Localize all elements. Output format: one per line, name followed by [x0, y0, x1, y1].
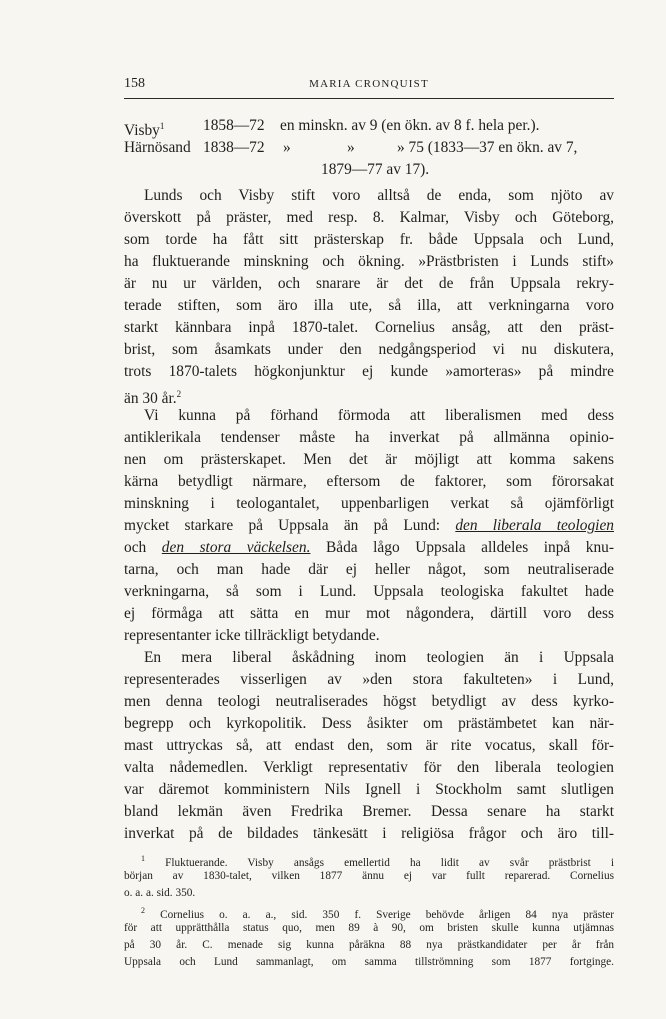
body-line: En mera liberal åskådning inom teologien än i Uppsala [144, 649, 614, 666]
footnote-line: o. a. a. sid. 350. [124, 887, 196, 899]
body-line: Lunds och Visby stift voro alltså de enda, som njöto av [144, 187, 614, 204]
footnote-ref: 2 [176, 389, 182, 399]
body-line: ej förmåga att sätta en mur mot någondera, därtill voro dess [124, 605, 614, 622]
table-text: 1879—77 av 17). [321, 161, 430, 178]
body-line: som torde ha fått sitt prästerskap fr. både Uppsala och Lund, [124, 231, 614, 248]
body-line: Vi kunna på förhand förmoda att liberalismen med dess [144, 407, 614, 424]
body-line: inverkat på de bildades tänkesätt i religiösa frågor och äro till- [124, 825, 614, 842]
footnote-number: 2 [141, 906, 145, 915]
body-text: än 30 år. [124, 390, 177, 408]
body-line: var däremot komministern Nils Ignell i Stockholm samt slutligen [124, 781, 614, 798]
body-text: Båda lågo Uppsala alldeles inpå knu- [325, 539, 614, 556]
table-row-harnosand [124, 137, 614, 159]
ditto-mark: » [283, 139, 291, 156]
body-line: starkt kännbara inpå 1870-talet. Cornelius ansåg, att den präst- [124, 319, 614, 336]
running-title: MARIA CRONQUIST [309, 78, 429, 90]
body-text: mycket starkare på Uppsala än på Lund: [124, 517, 441, 534]
footnote-line: början av 1830-talet, vilken 1877 ännu ej var fullt reparerad. Cornelius [124, 870, 614, 882]
body-line: begrepp och kyrkopolitik. Dess åsikter om prästämbetet kan när- [124, 715, 614, 732]
footnote-line: på 30 år. C. menade sig kunna påräkna 88 nya prästkandidater per år från [124, 939, 614, 951]
body-line: valta nådemedlen. Verkligt representativ för den liberala teologien [124, 759, 614, 776]
body-line: representanter icke tillräckligt betydande. [124, 627, 380, 644]
footnote-text: Fluktuerande. Visby ansågs emellertid ha lidit av svår prästbrist i [165, 856, 614, 869]
body-text: och [124, 539, 147, 556]
body-line: överskott på präster, med resp. 8. Kalmar, Visby och Göteborg, [124, 209, 614, 226]
table-row-continuation [124, 159, 614, 181]
table-place: Härnösand [124, 139, 191, 156]
body-line: är nu ur världen, och snarare är det de från Uppsala rekry- [124, 275, 614, 292]
body-line: antiklerikala tendenser måste ha inverkat på allmänna opinio- [124, 429, 614, 446]
footnote-line: för att upprätthålla status quo, men 89 à 90, om bristen skulle kunna utjämnas [124, 922, 614, 934]
body-line: men denna teologi neutraliserades högst betydligt av dess kyrko- [124, 693, 614, 710]
body-line: tarna, och man hade där ej heller något, som neutraliserade [124, 561, 614, 578]
body-line: nen om prästerskapet. Men det är möjligt att komma sakens [124, 451, 614, 468]
footnote-text: Cornelius o. a. a., sid. 350 f. Sverige behövde årligen 84 nya präster [160, 908, 614, 921]
footnote-line: Uppsala och Lund sammanlagt, om samma tillströmning som 1877 fortginge. [124, 956, 614, 968]
table-row-visby [124, 115, 614, 140]
body-line: minskning i teologantalet, uppenbarligen verkat så ojämförligt [124, 495, 614, 512]
body-line [124, 383, 614, 408]
body-line: brist, som åsamkats under den nedgångsperiod vi nu diskutera, [124, 341, 614, 358]
table-text: » 75 (1833—37 en ökn. av 7, [397, 139, 578, 156]
body-line: trots 1870-talets högkonjunktur ej kunde »amorteras» på mindre [124, 363, 614, 380]
table-years: 1838—72 [203, 139, 265, 156]
page-number: 158 [124, 76, 145, 91]
footnote-line [141, 903, 614, 919]
body-line [124, 515, 614, 537]
table-text: en minskn. av 9 (en ökn. av 8 f. hela per.). [280, 117, 540, 134]
footnote-line [141, 851, 614, 867]
italic-phrase: den liberala teologien [455, 517, 614, 534]
body-line: ha fluktuerande minskning och ökning. »Prästbristen i Lunds stift» [124, 253, 614, 270]
ditto-mark: » [347, 139, 355, 156]
footnote-number: 1 [141, 854, 145, 863]
body-line: representerades visserligen av »den stora fakulteten» i Lund, [124, 671, 614, 688]
body-line: terade stiften, som äro illa ute, så illa, att verkningarna voro [124, 297, 614, 314]
body-line: mast uttryckas så, att endast den, som är rite vocatus, skall för- [124, 737, 614, 754]
italic-phrase: den stora väckelsen. [161, 539, 311, 556]
body-line: verkningarna, så som i Lund. Uppsala teologiska fakultet hade [124, 583, 614, 600]
page-header [124, 76, 614, 99]
table-years: 1858—72 [203, 117, 265, 134]
body-line [124, 537, 614, 559]
body-line: bland lekmän även Fredrika Bremer. Dessa senare ha starkt [124, 803, 614, 820]
table-place: Visby$^1$ [124, 121, 165, 140]
body-line: kärna betydligt närmare, eftersom de faktorer, som förorsakat [124, 473, 614, 490]
